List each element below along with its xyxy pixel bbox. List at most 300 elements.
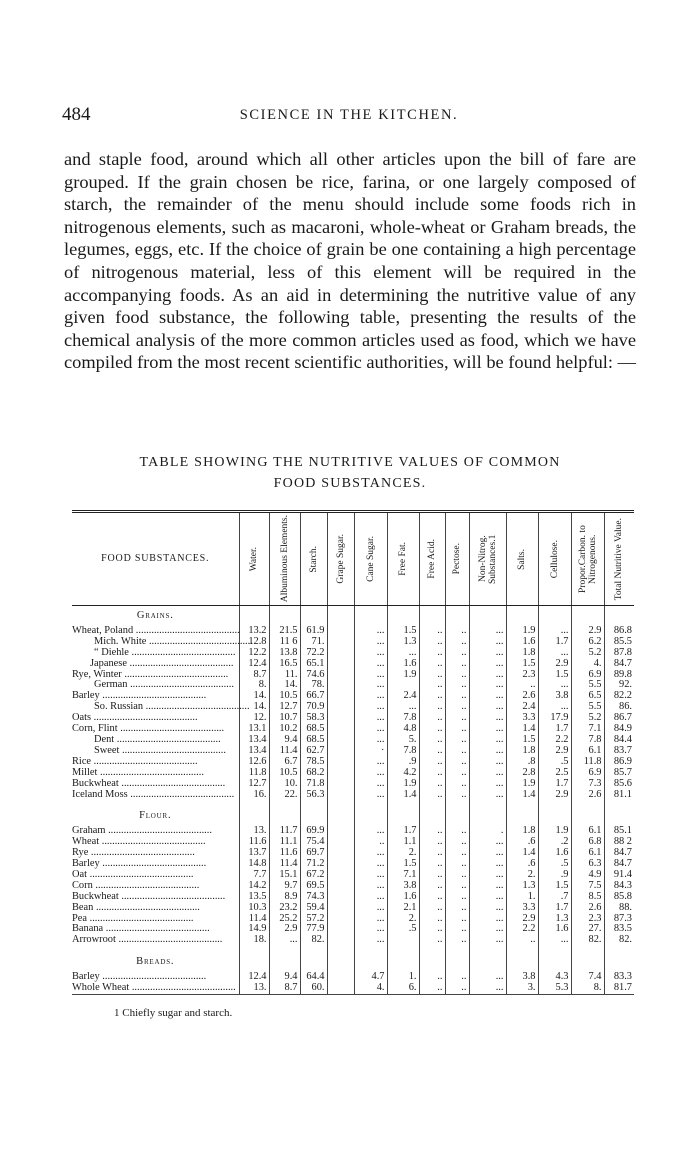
- value-cell: ..: [445, 648, 469, 659]
- value-cell: 2.6: [571, 903, 604, 914]
- value-cell: ...: [354, 935, 387, 946]
- value-cell: [327, 983, 354, 994]
- value-cell: ...: [387, 648, 419, 659]
- value-cell: 83.3: [604, 972, 634, 983]
- value-cell: 12.7: [269, 702, 300, 713]
- leader-dots: ........................................: [146, 635, 253, 647]
- value-cell: 86.9: [604, 757, 634, 768]
- value-cell: 57.2: [300, 914, 327, 925]
- value-cell: 69.7: [300, 848, 327, 859]
- value-cell: ..: [419, 903, 445, 914]
- value-cell: 13.7: [239, 848, 269, 859]
- value-cell: [327, 768, 354, 779]
- group-heading: Grains.: [136, 610, 174, 621]
- leader-dots: ........................................: [93, 901, 200, 913]
- value-cell: 58.3: [300, 713, 327, 724]
- leader-dots: ........................................: [103, 923, 210, 935]
- value-cell: [327, 724, 354, 735]
- food-name-cell: [72, 983, 239, 994]
- value-cell: ...: [469, 680, 506, 691]
- value-cell: 1.7: [387, 826, 419, 837]
- value-cell: 6.3: [571, 859, 604, 870]
- value-cell: 22.: [269, 790, 300, 801]
- table-row: [72, 935, 634, 946]
- value-cell: [327, 691, 354, 702]
- value-cell: 14.2: [239, 881, 269, 892]
- value-cell: 77.9: [300, 924, 327, 935]
- value-cell: ..: [445, 826, 469, 837]
- group-heading-row: [72, 806, 634, 826]
- value-cell: 12.6: [239, 757, 269, 768]
- value-cell: 1.5: [538, 881, 571, 892]
- value-cell: 5.: [387, 735, 419, 746]
- value-cell: ..: [419, 892, 445, 903]
- value-cell: .: [469, 826, 506, 837]
- value-cell: 2.5: [538, 768, 571, 779]
- value-cell: 7.5: [571, 881, 604, 892]
- value-cell: 16.: [239, 790, 269, 801]
- value-cell: 1.5: [387, 626, 419, 637]
- value-cell: 85.8: [604, 892, 634, 903]
- value-cell: ...: [469, 848, 506, 859]
- value-cell: 4.3: [538, 972, 571, 983]
- value-cell: ...: [354, 924, 387, 935]
- value-cell: 71.8: [300, 779, 327, 790]
- food-name: German: [94, 679, 128, 691]
- value-cell: 7.1: [571, 724, 604, 735]
- value-cell: ..: [445, 659, 469, 670]
- value-cell: 5.5: [571, 680, 604, 691]
- value-cell: ...: [469, 881, 506, 892]
- value-cell: ...: [387, 702, 419, 713]
- value-cell: 14.8: [239, 859, 269, 870]
- value-cell: 81.7: [604, 983, 634, 994]
- value-cell: 86.: [604, 702, 634, 713]
- value-cell: 3.8: [387, 881, 419, 892]
- value-cell: ..: [506, 935, 538, 946]
- body-paragraph: [64, 148, 636, 374]
- value-cell: .5: [538, 757, 571, 768]
- column-header: [239, 512, 269, 606]
- value-cell: 12.7: [239, 779, 269, 790]
- value-cell: 2.: [387, 914, 419, 925]
- value-cell: 84.7: [604, 659, 634, 670]
- food-name: Graham: [72, 825, 106, 837]
- value-cell: 56.3: [300, 790, 327, 801]
- value-cell: [327, 859, 354, 870]
- value-cell: ...: [469, 670, 506, 681]
- value-cell: ..: [445, 637, 469, 648]
- value-cell: 9.4: [269, 735, 300, 746]
- value-cell: 67.2: [300, 870, 327, 881]
- value-cell: 91.4: [604, 870, 634, 881]
- leader-dots: ........................................: [127, 788, 235, 800]
- value-cell: ..: [419, 735, 445, 746]
- food-name: Pea: [72, 912, 88, 924]
- food-name: Millet: [72, 766, 98, 778]
- value-cell: 2.1: [387, 903, 419, 914]
- value-cell: [327, 837, 354, 848]
- value-cell: [327, 935, 354, 946]
- value-cell: 11.1: [269, 837, 300, 848]
- value-cell: 10.: [269, 779, 300, 790]
- value-cell: [327, 826, 354, 837]
- column-header-label: Albuminous Elements.: [279, 515, 290, 603]
- group-heading-row: [72, 606, 634, 626]
- value-cell: ..: [419, 713, 445, 724]
- value-cell: [327, 790, 354, 801]
- value-cell: 1.7: [538, 779, 571, 790]
- food-name: Rice: [72, 755, 92, 767]
- value-cell: [327, 626, 354, 637]
- value-cell: ..: [419, 826, 445, 837]
- value-cell: ...: [354, 626, 387, 637]
- value-cell: 7.7: [239, 870, 269, 881]
- value-cell: 1.6: [387, 659, 419, 670]
- value-cell: ...: [354, 735, 387, 746]
- value-cell: 70.9: [300, 702, 327, 713]
- value-cell: 14.: [269, 680, 300, 691]
- value-cell: ...: [354, 724, 387, 735]
- value-cell: 1.9: [538, 826, 571, 837]
- value-cell: ...: [469, 626, 506, 637]
- nutrition-table: [72, 510, 634, 995]
- value-cell: 16.5: [269, 659, 300, 670]
- value-cell: 2.9: [571, 626, 604, 637]
- value-cell: ..: [354, 837, 387, 848]
- value-cell: ..: [419, 914, 445, 925]
- value-cell: 83.5: [604, 924, 634, 935]
- value-cell: 10.5: [269, 768, 300, 779]
- value-cell: 1.4: [506, 724, 538, 735]
- value-cell: 6.7: [269, 757, 300, 768]
- value-cell: 8.7: [239, 670, 269, 681]
- leader-dots: ........................................: [91, 712, 198, 724]
- value-cell: 13.8: [269, 648, 300, 659]
- column-header: [419, 512, 445, 606]
- value-cell: 2.2: [506, 924, 538, 935]
- value-cell: 17.9: [538, 713, 571, 724]
- value-cell: 88 2: [604, 837, 634, 848]
- food-name: Oat: [72, 868, 88, 880]
- leader-dots: ........................................: [92, 879, 200, 891]
- caption-line-1: TABLE SHOWING THE NUTRITIVE VALUES OF COMMON: [139, 455, 561, 470]
- value-cell: ..: [419, 881, 445, 892]
- value-cell: [327, 735, 354, 746]
- value-cell: 6.1: [571, 746, 604, 757]
- value-cell: ...: [469, 735, 506, 746]
- value-cell: ...: [469, 935, 506, 946]
- value-cell: ...: [469, 903, 506, 914]
- value-cell: 9.4: [269, 972, 300, 983]
- table-caption: [64, 452, 636, 494]
- value-cell: 1.: [506, 892, 538, 903]
- value-cell: 8.5: [571, 892, 604, 903]
- value-cell: 72.2: [300, 648, 327, 659]
- value-cell: ...: [469, 757, 506, 768]
- value-cell: 87.8: [604, 648, 634, 659]
- value-cell: ...: [469, 637, 506, 648]
- value-cell: 21.5: [269, 626, 300, 637]
- value-cell: ...: [269, 935, 300, 946]
- value-cell: 4.9: [571, 870, 604, 881]
- value-cell: ...: [354, 680, 387, 691]
- value-cell: ..: [419, 757, 445, 768]
- leader-dots: ........................................: [97, 766, 204, 778]
- value-cell: 6.5: [571, 691, 604, 702]
- value-cell: 2.6: [571, 790, 604, 801]
- value-cell: ..: [419, 724, 445, 735]
- value-cell: ..: [445, 702, 469, 713]
- leader-dots: ........................................: [118, 777, 226, 789]
- value-cell: 11.8: [239, 768, 269, 779]
- value-cell: ...: [469, 746, 506, 757]
- value-cell: 69.5: [300, 881, 327, 892]
- value-cell: ...: [469, 837, 506, 848]
- value-cell: 1.9: [387, 670, 419, 681]
- value-cell: ...: [354, 648, 387, 659]
- food-name: Iceland Moss: [72, 788, 128, 800]
- food-name: Banana: [72, 923, 104, 935]
- value-cell: 2.9: [538, 659, 571, 670]
- value-cell: 69.9: [300, 826, 327, 837]
- value-cell: 18.: [239, 935, 269, 946]
- food-name: Buckwheat: [72, 777, 119, 789]
- value-cell: 88.: [604, 903, 634, 914]
- value-cell: ..: [445, 837, 469, 848]
- value-cell: 6.: [387, 983, 419, 994]
- column-header: [604, 512, 634, 606]
- value-cell: 1.3: [387, 637, 419, 648]
- value-cell: [327, 702, 354, 713]
- value-cell: ..: [445, 924, 469, 935]
- value-cell: 14.: [239, 702, 269, 713]
- leader-dots: ........................................: [126, 657, 234, 669]
- value-cell: ..: [445, 983, 469, 994]
- value-cell: 60.: [300, 983, 327, 994]
- column-header: [506, 512, 538, 606]
- column-header-label: Free Acid.: [427, 539, 437, 579]
- value-cell: 84.7: [604, 859, 634, 870]
- food-name: Sweet: [94, 744, 120, 756]
- value-cell: 7.8: [387, 746, 419, 757]
- value-cell: 1.7: [538, 903, 571, 914]
- value-cell: 1.5: [506, 735, 538, 746]
- leader-dots: ........................................: [115, 934, 223, 946]
- value-cell: 3.3: [506, 903, 538, 914]
- value-cell: ..: [445, 972, 469, 983]
- value-cell: ..: [419, 983, 445, 994]
- value-cell: 1.3: [538, 914, 571, 925]
- value-cell: 2.9: [506, 914, 538, 925]
- value-cell: 12.4: [239, 659, 269, 670]
- value-cell: ...: [354, 779, 387, 790]
- value-cell: 13.4: [239, 735, 269, 746]
- value-cell: ...: [469, 779, 506, 790]
- value-cell: ...: [469, 702, 506, 713]
- value-cell: ..: [445, 670, 469, 681]
- food-name-cell: [72, 790, 239, 801]
- column-header-label: Cellulose.: [549, 539, 560, 579]
- column-header: [445, 512, 469, 606]
- food-name: Corn, Flint: [72, 723, 118, 735]
- value-cell: 5.2: [571, 648, 604, 659]
- value-cell: 85.1: [604, 826, 634, 837]
- value-cell: ...: [354, 848, 387, 859]
- column-header: [387, 512, 419, 606]
- value-cell: ..: [419, 972, 445, 983]
- value-cell: 2.9: [538, 746, 571, 757]
- column-header-label: Grape Sugar.: [335, 534, 346, 584]
- value-cell: ..: [445, 713, 469, 724]
- value-cell: 13.: [239, 983, 269, 994]
- value-cell: ..: [419, 670, 445, 681]
- column-header: [300, 512, 327, 606]
- value-cell: 2.9: [269, 924, 300, 935]
- food-name: So. Russian: [94, 701, 144, 713]
- food-name: Corn: [72, 879, 93, 891]
- food-name: Rye, Winter: [72, 668, 122, 680]
- value-cell: 84.4: [604, 735, 634, 746]
- value-cell: 1.6: [538, 924, 571, 935]
- value-cell: 27.: [571, 924, 604, 935]
- value-cell: 11.6: [239, 837, 269, 848]
- value-cell: 4.2: [387, 768, 419, 779]
- value-cell: 2.9: [538, 790, 571, 801]
- value-cell: [327, 903, 354, 914]
- value-cell: ..: [445, 881, 469, 892]
- leader-dots: ........................................: [91, 755, 198, 767]
- value-cell: ..: [506, 680, 538, 691]
- value-cell: ..: [419, 790, 445, 801]
- value-cell: 1.8: [506, 746, 538, 757]
- food-name: Barley: [72, 858, 100, 870]
- column-header: [469, 512, 506, 606]
- value-cell: 25.2: [269, 914, 300, 925]
- value-cell: ..: [419, 626, 445, 637]
- value-cell: 8.: [239, 680, 269, 691]
- value-cell: [327, 637, 354, 648]
- value-cell: 5.2: [571, 713, 604, 724]
- value-cell: .2: [538, 837, 571, 848]
- leader-dots: ........................................: [114, 733, 221, 745]
- paragraph-text: and staple food, around which all other articles upon the bill of fare are grouped. If the grain chosen be rice, farina, or one largely composed of starch, the remainder of the menu should include some foods rich in nitrogenous elements, such as macaroni, whole-wheat or Graham breads, the legumes, eggs, etc. If the choice of grain be one containing a high percentage of nitrogenous material, less of this element will be required in the accompanying foods. As an aid in determining the nutritive value of any given food substance, the following table, presenting the results of the chemical analysis of the more common articles used as food, which we have compiled from the most recent scientific authorities, will be found helpful: —: [64, 149, 637, 373]
- value-cell: [327, 680, 354, 691]
- value-cell: 87.3: [604, 914, 634, 925]
- value-cell: ..: [419, 702, 445, 713]
- value-cell: ..: [445, 848, 469, 859]
- value-cell: 78.5: [300, 757, 327, 768]
- value-cell: 1.9: [506, 626, 538, 637]
- column-header-label: Free Fat.: [398, 542, 408, 576]
- value-cell: 1.7: [538, 637, 571, 648]
- value-cell: 11.4: [239, 914, 269, 925]
- value-cell: 68.5: [300, 724, 327, 735]
- value-cell: 2.3: [506, 670, 538, 681]
- value-cell: 85.6: [604, 779, 634, 790]
- leader-dots: ........................................: [87, 912, 194, 924]
- food-name: Oats: [72, 712, 92, 724]
- value-cell: 8.9: [269, 892, 300, 903]
- value-cell: ..: [419, 768, 445, 779]
- value-cell: 82.: [604, 935, 634, 946]
- value-cell: ..: [419, 848, 445, 859]
- value-cell: [327, 972, 354, 983]
- value-cell: .8: [506, 757, 538, 768]
- value-cell: [327, 659, 354, 670]
- column-header: [538, 512, 571, 606]
- value-cell: [327, 670, 354, 681]
- food-substances-header: FOOD SUBSTANCES.: [72, 512, 239, 606]
- value-cell: .9: [538, 870, 571, 881]
- value-cell: 6.9: [571, 670, 604, 681]
- value-cell: 13.: [239, 826, 269, 837]
- value-cell: ...: [469, 972, 506, 983]
- food-name: Rye: [72, 847, 89, 859]
- value-cell: 83.7: [604, 746, 634, 757]
- value-cell: ..: [445, 790, 469, 801]
- value-cell: 1.3: [506, 881, 538, 892]
- value-cell: 59.4: [300, 903, 327, 914]
- value-cell: ..: [445, 768, 469, 779]
- value-cell: 74.3: [300, 892, 327, 903]
- food-name: Barley: [72, 971, 100, 983]
- footnote: 1 Chiefly sugar and starch.: [114, 1007, 233, 1019]
- value-cell: 1.8: [506, 826, 538, 837]
- value-cell: ...: [354, 790, 387, 801]
- running-header: [62, 104, 636, 128]
- value-cell: 2.: [506, 870, 538, 881]
- food-name: Barley: [72, 690, 100, 702]
- value-cell: 3.8: [538, 691, 571, 702]
- value-cell: 12.: [239, 713, 269, 724]
- column-header-label: Total Nutritive Value.: [614, 517, 625, 601]
- running-title: SCIENCE IN THE KITCHEN.: [239, 107, 459, 123]
- value-cell: 5.5: [571, 702, 604, 713]
- value-cell: 4.: [571, 659, 604, 670]
- value-cell: 11.6: [269, 848, 300, 859]
- value-cell: 82.: [571, 935, 604, 946]
- value-cell: 85.5: [604, 637, 634, 648]
- value-cell: 10.7: [269, 713, 300, 724]
- value-cell: 1.5: [506, 659, 538, 670]
- value-cell: 4.7: [354, 972, 387, 983]
- value-cell: 68.2: [300, 768, 327, 779]
- value-cell: ...: [354, 670, 387, 681]
- table-row: [72, 983, 634, 994]
- value-cell: ..: [445, 935, 469, 946]
- value-cell: .6: [506, 859, 538, 870]
- value-cell: 1.6: [506, 637, 538, 648]
- value-cell: 8.7: [269, 983, 300, 994]
- value-cell: 84.3: [604, 881, 634, 892]
- value-cell: ...: [469, 924, 506, 935]
- value-cell: [327, 881, 354, 892]
- value-cell: [387, 935, 419, 946]
- value-cell: 6.2: [571, 637, 604, 648]
- value-cell: 71.: [300, 637, 327, 648]
- value-cell: 64.4: [300, 972, 327, 983]
- value-cell: ...: [469, 859, 506, 870]
- value-cell: ..: [445, 735, 469, 746]
- value-cell: 61.9: [300, 626, 327, 637]
- value-cell: .7: [538, 892, 571, 903]
- value-cell: ...: [538, 702, 571, 713]
- column-header: [571, 512, 604, 606]
- value-cell: [327, 924, 354, 935]
- value-cell: ...: [354, 859, 387, 870]
- leader-dots: ........................................: [118, 890, 226, 902]
